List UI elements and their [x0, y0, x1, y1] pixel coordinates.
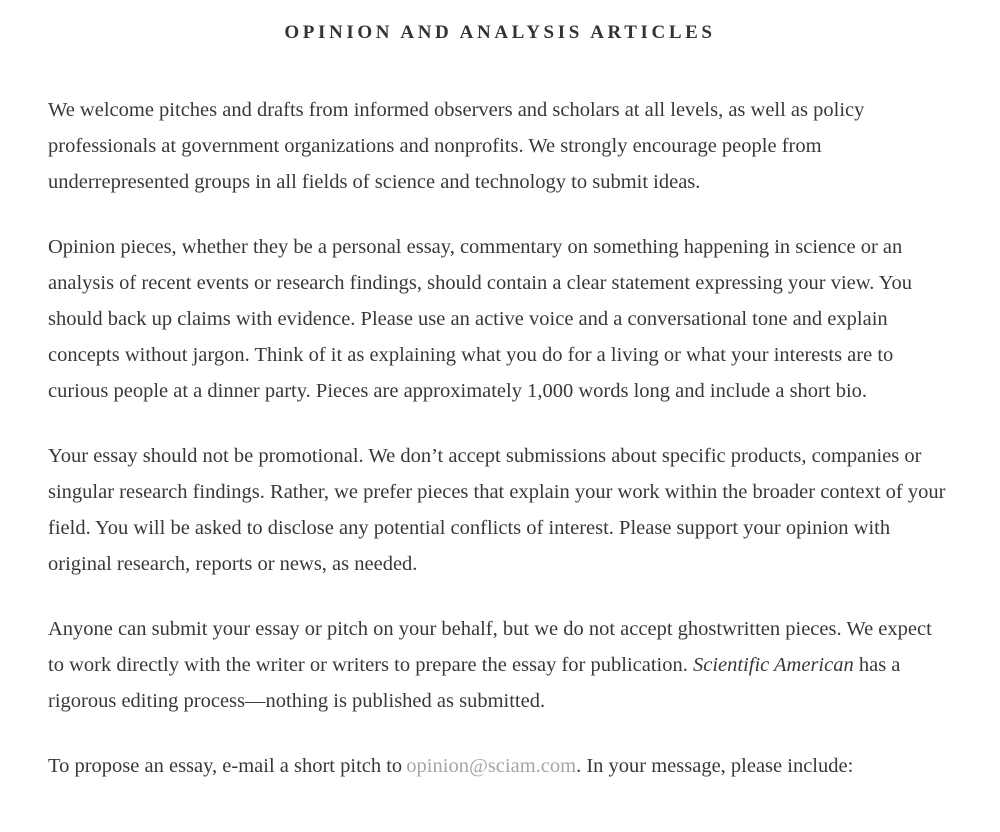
text-segment: Your essay should not be promotional. We don’t accept submissions about specific products, companies or singular research findings. Rather, we prefer pieces that explain your work within the broader context of your field. You will be asked to disclose any potential conflicts of interest. Please support your opinion with original research, reports or news, as needed.: [48, 445, 946, 575]
page-title: OPINION AND ANALYSIS ARTICLES: [284, 22, 716, 43]
paragraph-2: [48, 229, 952, 409]
article-body: [48, 92, 952, 784]
text-segment: Anyone can submit your essay or pitch on your behalf, but we do not accept ghostwritten pieces. We expect to work directly with the writer or writers to prepare the essay for publication.: [48, 618, 932, 676]
paragraph-5: [48, 748, 952, 784]
text-segment: To propose an essay, e-mail a short pitch to: [48, 755, 407, 777]
text-segment: has a rigorous editing process—nothing is published as submitted.: [48, 654, 901, 712]
paragraph-1: [48, 92, 952, 200]
text-segment: . In your message, please include:: [576, 755, 854, 777]
text-segment: We welcome pitches and drafts from informed observers and scholars at all levels, as well as policy professionals at government organizations and nonprofits. We strongly encourage people from underrepresented groups in all fields of science and technology to submit ideas.: [48, 99, 865, 193]
paragraph-4: [48, 611, 952, 719]
text-segment: Opinion pieces, whether they be a personal essay, commentary on something happening in science or an analysis of recent events or research findings, should contain a clear statement expressing your view. You should back up claims with evidence. Please use an active voice and a conversational tone and explain concepts without jargon. Think of it as explaining what you do for a living or what your interests are to curious people at a dinner party. Pieces are approximately 1,000 words long and include a short bio.: [48, 236, 912, 402]
publication-name-italic: Scientific American: [692, 654, 854, 676]
paragraph-3: [48, 438, 952, 582]
email-link[interactable]: opinion@sciam.com: [406, 755, 577, 777]
